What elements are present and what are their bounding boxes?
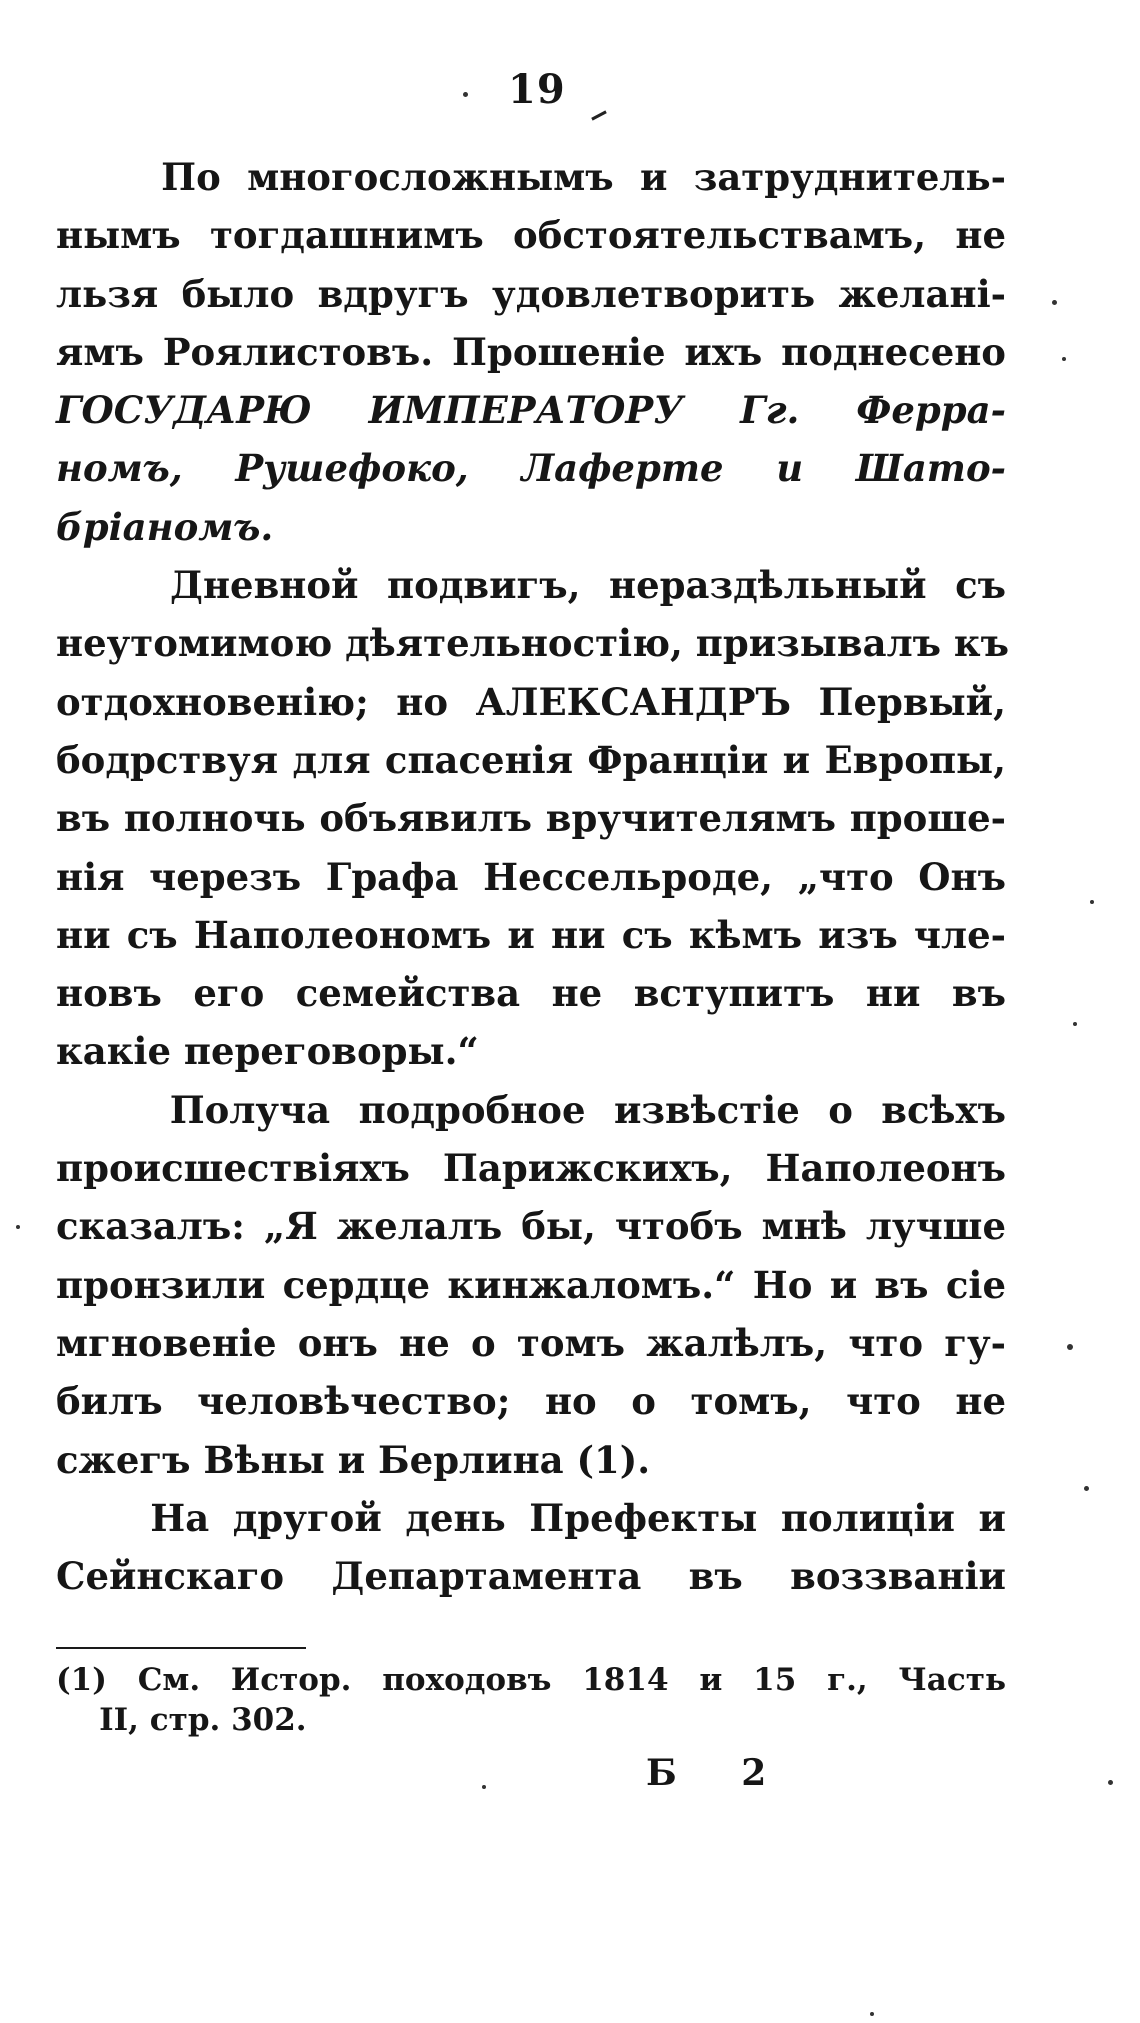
text-line: какiе переговоры.“	[56, 1029, 479, 1074]
text-line: нiя черезъ Графа Нессельроде, „что Онъ	[56, 854, 1006, 899]
text-line: мгновенiе онъ не о томъ жалѣлъ, что гу-	[56, 1320, 1006, 1365]
footnote-divider	[56, 1647, 306, 1649]
text-line: неутомимою дѣятельностiю, призывалъ къ	[56, 621, 1010, 666]
scan-speck	[463, 92, 468, 97]
scan-speck	[482, 1785, 486, 1789]
scan-speck	[1052, 300, 1057, 305]
printer-signature: Б 2	[646, 1752, 793, 1794]
footnote	[56, 1660, 1006, 1740]
paragraph-2	[56, 556, 1010, 1081]
main-text	[56, 148, 1010, 1605]
text-line: Сейнскаго Департамента въ воззванiи	[56, 1554, 1006, 1599]
scan-speck	[1067, 1344, 1073, 1350]
paragraph-1	[56, 148, 1006, 556]
text-line: происшествiяхъ Парижскихъ, Наполеонъ	[56, 1146, 1006, 1191]
footnote-line: (1) См. Истор. походовъ 1814 и 15 г., Часть	[56, 1662, 1006, 1698]
footnote-line: II, стр. 302.	[56, 1702, 307, 1738]
scan-speck	[16, 1225, 20, 1229]
text-line: билъ человѣчество; но о томъ, что не	[56, 1379, 1006, 1424]
text-line: сказалъ: „Я желалъ бы, чтобъ мнѣ лучше	[56, 1204, 1006, 1249]
text-line: нымъ тогдашнимъ обстоятельствамъ, не	[56, 213, 1006, 258]
text-line: ни съ Наполеономъ и ни съ кѣмъ изъ чле-	[56, 912, 1006, 957]
text-line: сжегъ Вѣны и Берлина (1).	[56, 1437, 651, 1482]
text-line: ямъ Роялистовъ. Прошенiе ихъ поднесено	[56, 329, 1006, 374]
page-number: 19	[508, 66, 566, 113]
text-line: Дневной подвигъ, нераздѣльный съ	[56, 563, 1006, 608]
scan-speck	[870, 2012, 874, 2016]
text-line: По многосложнымъ и затруднитель-	[56, 155, 1006, 199]
printer-tick-mark	[591, 110, 607, 120]
scan-speck	[1090, 900, 1094, 904]
scan-speck	[1084, 1486, 1089, 1491]
paragraph-4	[56, 1489, 1006, 1606]
text-line: бодрствуя для спасенiя Францiи и Европы,	[56, 737, 1006, 782]
text-line: льзя было вдругъ удовлетворить желанi-	[56, 271, 1006, 316]
text-line: номъ, Рушефоко, Лаферте и Шато-	[56, 446, 1006, 491]
text-line: новъ его семейства не вступитъ ни въ	[56, 971, 1006, 1016]
text-line: брiаномъ.	[56, 504, 274, 549]
text-line: пронзили сердце кинжаломъ.“ Но и въ сiе	[56, 1262, 1006, 1307]
paragraph-3	[56, 1081, 1006, 1489]
scan-speck	[1062, 357, 1066, 361]
text-line: Получа подробное извѣстiе о всѣхъ	[56, 1087, 1006, 1132]
text-line: въ полночь объявилъ вручителямъ проше-	[56, 796, 1006, 841]
text-line: отдохновенiю; но АЛЕКСАНДРЪ Первый,	[56, 679, 1006, 724]
scan-speck	[1108, 1780, 1113, 1785]
text-line: ГОСУДАРЮ ИМПЕРАТОРУ Гг. Ферра-	[56, 388, 1006, 433]
text-line: На другой день Префекты полицiи и	[56, 1495, 1006, 1540]
scan-speck	[1073, 1022, 1077, 1026]
